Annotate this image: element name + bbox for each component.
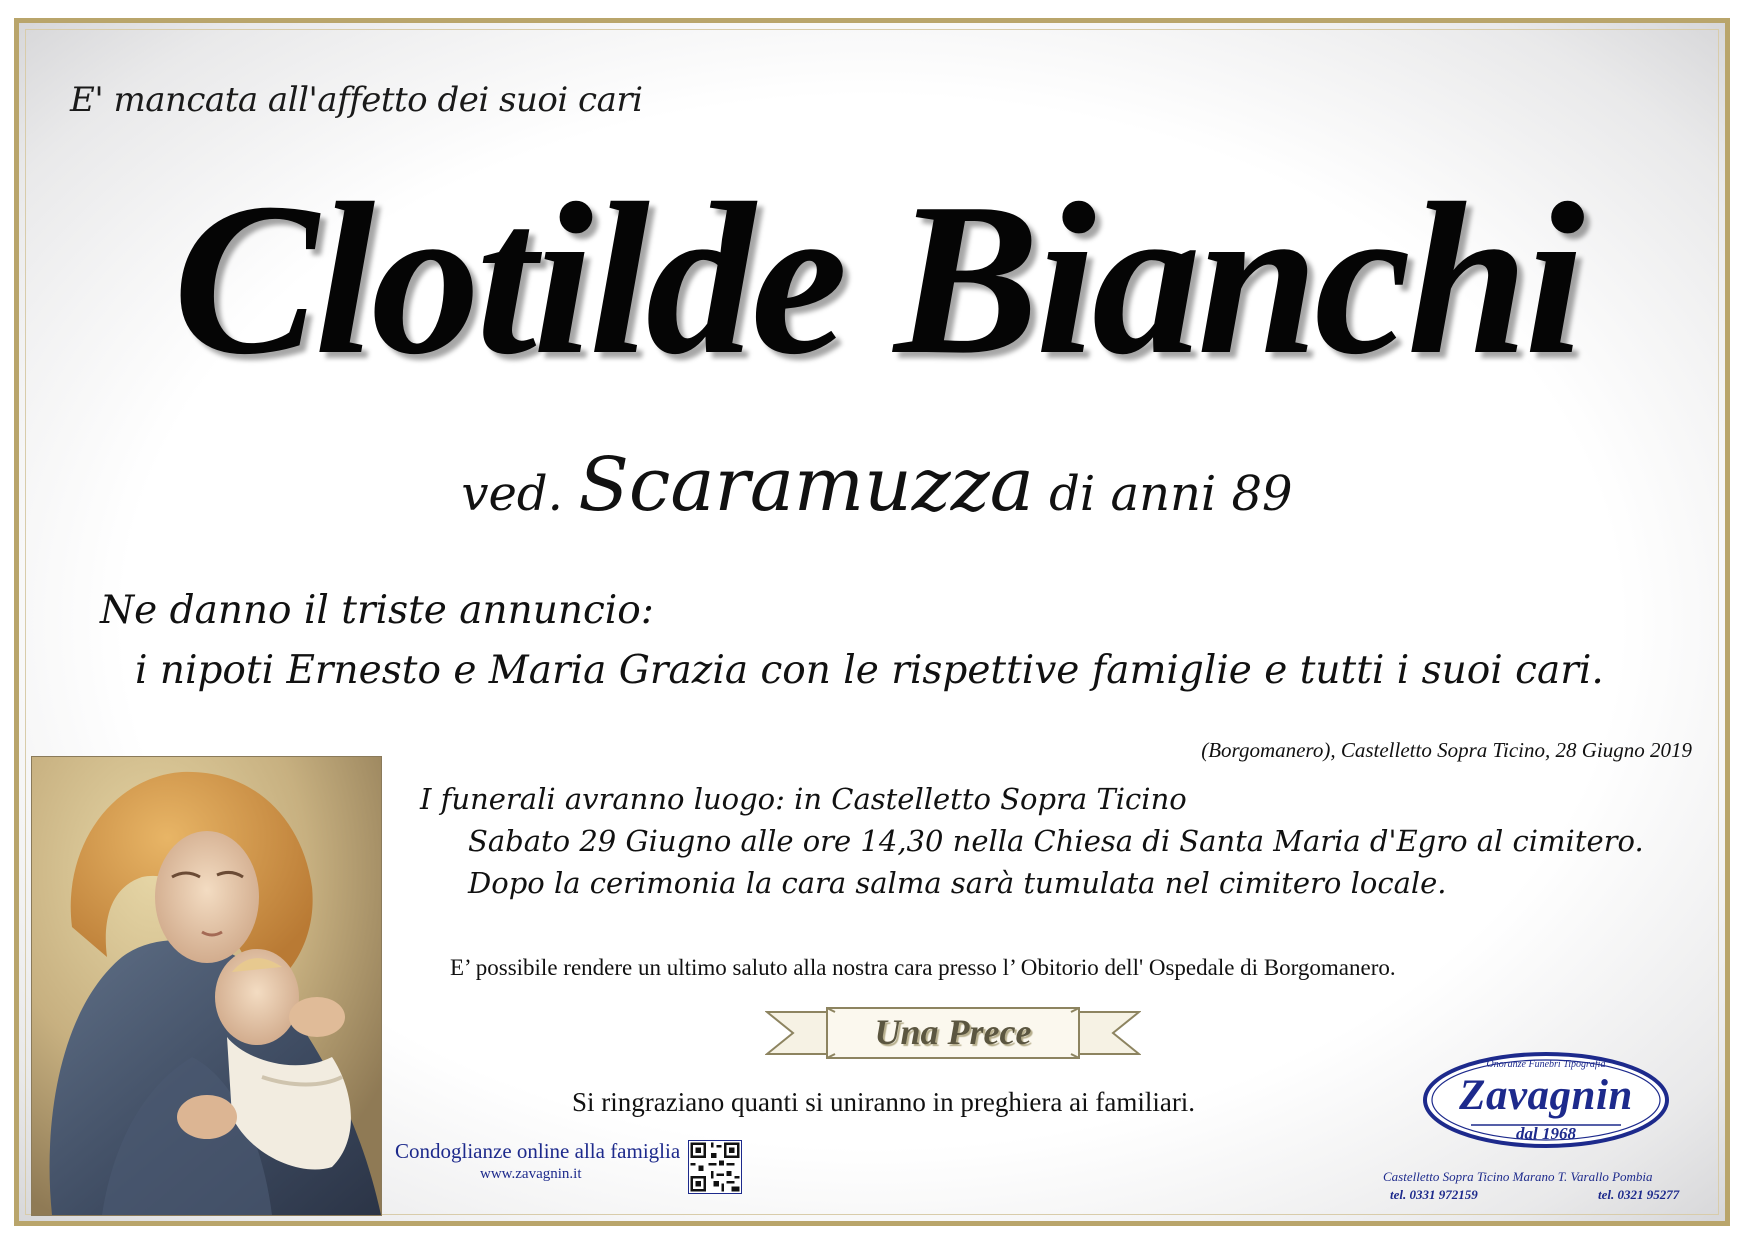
- agency-phone-2: tel. 0321 95277: [1598, 1187, 1680, 1202]
- deceased-subline: [0, 442, 1754, 528]
- funeral-line-1: I funerali avranno luogo: in Castelletto Sopra Ticino: [420, 782, 1187, 816]
- widow-prefix: ved.: [461, 466, 563, 522]
- condolences-label[interactable]: Condoglianze online alla famiglia: [395, 1139, 681, 1163]
- intro-text: E' mancata all'affetto dei suoi cari: [70, 80, 643, 120]
- deceased-name: Clotilde Bianchi: [173, 159, 1581, 400]
- announcement-family: i nipoti Ernesto e Maria Grazia con le rispettive famiglie e tutti i suoi cari.: [135, 648, 1604, 693]
- qr-code-icon[interactable]: [688, 1140, 742, 1194]
- thanks-note: Si ringraziano quanti si uniranno in preghiera ai familiari.: [572, 1087, 1196, 1117]
- place-date: (Borgomanero), Castelletto Sopra Ticino, 28 Giugno 2019: [1201, 738, 1692, 762]
- condolences-website-link[interactable]: www.zavagnin.it: [480, 1166, 582, 1182]
- visitation-note: E’ possibile rendere un ultimo saluto alla nostra cara presso l’ Obitorio dell' Ospedale di Borgomanero.: [450, 955, 1396, 980]
- madonna-child-image: [31, 756, 382, 1216]
- married-name: Scaramuzza: [578, 442, 1034, 528]
- funeral-line-3: Dopo la cerimonia la cara salma sarà tumulata nel cimitero locale.: [468, 866, 1447, 900]
- funeral-line-2: Sabato 29 Giugno alle ore 14,30 nella Chiesa di Santa Maria d'Egro al cimitero.: [468, 824, 1644, 858]
- agency-tagline: Onoranze Funebri Tipografia: [1486, 1059, 1606, 1070]
- agency-addresses: Castelletto Sopra Ticino Marano T. Varallo Pombia: [1383, 1169, 1653, 1184]
- agency-phone-1: tel. 0331 972159: [1390, 1187, 1478, 1202]
- announcement-heading: Ne danno il triste annuncio:: [100, 588, 654, 633]
- agency-since: dal 1968: [1516, 1124, 1576, 1143]
- agency-name: Zavagnin: [1459, 1072, 1633, 1119]
- age-text: di anni 89: [1049, 466, 1293, 522]
- prayer-label: Una Prece: [874, 1012, 1032, 1052]
